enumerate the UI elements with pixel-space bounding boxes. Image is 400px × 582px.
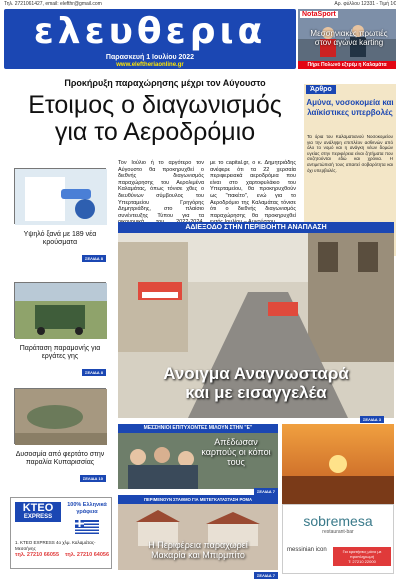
sobremesa-ad[interactable]	[282, 504, 394, 574]
feature-bar: ΑΔΙΕΞΟΔΟ ΣΤΗΝ ΠΕΡΙΒΟΗΤΗ ΑΝΑΠΛΑΣΗ	[118, 222, 394, 233]
beach-photo	[14, 388, 106, 444]
left-item-caption: Υψηλό ξανά με 189 νέα κρούσματα	[23, 231, 97, 246]
left-item-caption: Δυσοσμία από φερτάτο στην παραλία Κυπαρισσίας	[15, 451, 105, 466]
sobremesa-photo	[282, 424, 394, 504]
settlement-photo	[118, 504, 278, 570]
masthead[interactable]	[4, 9, 296, 69]
kteo-phone2[interactable]: τηλ. 27210 64056	[64, 552, 109, 558]
covid-photo	[14, 168, 106, 224]
promo-bar: Πήρε Πολωνό εξτρέμ η Καλαμάτα	[298, 61, 396, 69]
left-item-page: ΣΕΛΙΔΑ 8	[82, 255, 106, 262]
lead-column-1: Τον Ιούλιο ή το αργότερο τον Αύγουστο θα προκηρυχθεί ο διεθνής διαγωνισμός παραχώρησης του Αερολιμένα Καλαμάτας, όπως τόνισε χθες ο διευθύνων σύμβουλος του Υπερταμείου Γρηγόρης Δημητριάδης, στο πλαίσιο συνέντευξης Τύπου για τα	[118, 160, 204, 219]
sidebar-label: Άρθρο	[306, 85, 336, 94]
sobremesa-sub: restaurant-bar	[322, 529, 354, 535]
feature-headline-line2: και με εισαγγελέα	[185, 383, 327, 402]
kteo-logo	[15, 502, 61, 522]
sobremesa-hotel: messinian icon	[287, 547, 327, 553]
kteo-brand: ΚΤΕΟ	[22, 502, 54, 514]
roma-headline-line2: Μακαρία και Μπιρμπίτο	[151, 550, 245, 560]
sobremesa-brand: sobremesa	[303, 513, 373, 529]
feature-headline[interactable]	[118, 364, 394, 402]
left-item-workers[interactable]	[14, 282, 106, 379]
messinia-bar: ΜΕΣΣΗΝΙΟΙ ΕΠΙΤΥΧΟΝΤΕΣ ΜΙΛΟΥΝ ΣΤΗΝ "Ε"	[118, 424, 278, 433]
workers-photo	[14, 282, 106, 338]
left-item-covid[interactable]	[14, 168, 106, 265]
promo-headline: Μεσσηνιακές πρωτιές στον αγώνα karting	[310, 29, 388, 47]
lead-headline-line1: Ετοιμος ο διαγωνισμός	[28, 91, 282, 119]
kteo-line1: 1. ΚΤΕΟ EXPRESS 4ο χλμ. Καλαμάτας-Μεσσήνης	[15, 540, 96, 551]
lead-headline[interactable]	[20, 92, 290, 146]
top-info-line	[4, 1, 396, 9]
lead-column-2: με το capital.gr, ο κ. Δημητριάδης ανέφερε ότι τα 22 χερσαία περιφερειακά αεροδρόμια που είναι στο χαρτοφυλάκιο του Υπερταμείου, θα προκηρυχθούν ως "πακέτο", ενώ για το Αεροδρόμιο της Καλαμάτας τόνισε ότι ο διεθνής διαγωνισμός παραχώρησης θα προκηρυχθεί	[210, 160, 296, 219]
contact-info: Τηλ. 2721061427, email: elefthr@gmail.com	[4, 1, 102, 7]
sidebar-body: Τα όρια του Καλαματιανού Νοσοκομείου για την ανάληψη επιπλέον ασθενών από όλο το νομό και η ανάγκη νέων δομών υγείας στην περιφέρεια είναι ζητήματα που συζητούνται εδώ και χρόνια. Η αντιμετώπισή τους απαιτεί σοβαρότητα και όχι υπερβολές.	[307, 134, 393, 173]
sobremesa-cta[interactable]	[333, 547, 391, 566]
left-item-page: ΣΕΛΙΔΑ 8	[82, 369, 106, 376]
kteo-ad[interactable]	[10, 497, 112, 569]
greek-flag-icon	[75, 520, 99, 534]
issue-info: Αρ. φύλλου 12331 - Τιμή 1€	[334, 1, 396, 7]
kteo-brand2: EXPRESS	[23, 514, 53, 520]
messinia-page: ΣΕΛΙΔΑ 7	[254, 488, 278, 495]
sports-promo[interactable]	[298, 9, 396, 69]
newspaper-title: ελευθερια	[33, 11, 267, 52]
sobremesa-reserve: Για κρατήσεις μόνο με προπληρωμή	[342, 549, 382, 559]
roma-headline[interactable]	[118, 540, 278, 560]
roma-bar: ΠΕΡΙΜΕΝΟΥΝ ΣΤΑΘΜΟ ΓΙΑ ΜΕΤΕΓΚΑΤΑΣΤΑΣΗ ΡΟΜΑ	[118, 495, 278, 504]
lead-headline-line2: για το Αεροδρόμιο	[54, 118, 256, 146]
left-item-caption: Παράταση παραμονής για εργάτες γης	[19, 345, 101, 360]
sunset-photo	[282, 424, 394, 504]
left-item-beach[interactable]	[14, 388, 106, 485]
kteo-phone1[interactable]: τηλ. 27210 66055	[15, 552, 60, 558]
promo-brand: NotaSport	[302, 11, 336, 18]
sobremesa-phone: Τ: 27210 22000	[348, 559, 376, 564]
roma-headline-line1: Η Περιφέρεια παραχωρεί	[148, 540, 248, 550]
issue-date: Παρασκευή 1 Ιουλίου 2022	[105, 54, 195, 61]
feature-headline-line1: Ανοιγμα Αναγνωσταρά	[163, 364, 349, 383]
lead-kicker: Προκήρυξη παραχώρησης μέχρι τον Αύγουστο	[64, 78, 266, 88]
roma-page: ΣΕΛΙΔΑ 7	[254, 572, 278, 579]
kteo-tag: 100% Ελληνικά γράφεια	[67, 502, 107, 515]
website-url[interactable]: www.eleftheriaonline.gr	[116, 62, 184, 68]
left-item-page: ΣΕΛΙΔΑ 10	[80, 475, 106, 482]
feature-page: ΣΕΛΙΔΑ 3	[360, 416, 384, 423]
sidebar-title: Αμύνα, νοσοκομεία και λαϊκίστικες υπερβολές	[306, 98, 394, 117]
messinia-headline: Απέδωσαν καρπούς οι κόποι τους	[201, 437, 271, 467]
roma-photo[interactable]	[118, 504, 278, 570]
